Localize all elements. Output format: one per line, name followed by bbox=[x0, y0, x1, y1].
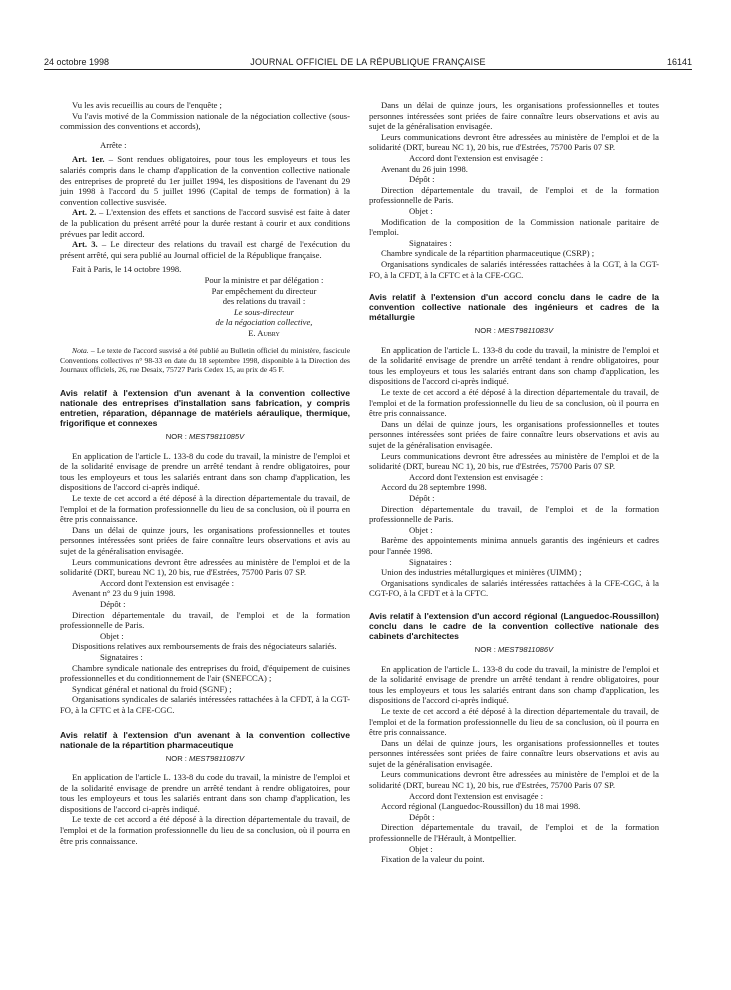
paragraph: Dans un délai de quinze jours, les organisations professionnelles et toutes personnes intéressées sont priées de faire connaître leurs observations et avis au sujet de la généralisation envisagée. bbox=[369, 737, 659, 769]
paragraph: Dans un délai de quinze jours, les organisations professionnelles et toutes personnes intéressées sont priées de faire connaître leurs observations et avis au sujet de la généralisation envisagée. bbox=[369, 100, 659, 132]
signature-line: Pour la ministre et par délégation : bbox=[204, 274, 324, 285]
article-text: – Sont rendues obligatoires, pour tous les employeurs et tous les salariés compris dans le champ d'application de la convention collective nationale des entreprises de propreté du 1er juillet 1994, les dispositions de l'avenant du 29 juin 1998 à l'accord du 5 juillet 1996 (Capital de temps de formation) à la convention collective susvisée. bbox=[60, 154, 350, 207]
paragraph: Leurs communications devront être adressées au ministère de l'emploi et de la solidarité (DRT, bureau NC 1), 20 bis, rue d'Estrées, 75700 Paris 07 SP. bbox=[369, 769, 659, 791]
fait-a-paris: Fait à Paris, le 14 octobre 1998. bbox=[72, 264, 182, 275]
paragraph: Le texte de cet accord a été déposé à la direction départementale du travail, de l'emploi et de la formation professionnelle du lieu de sa conclusion, où il pourra en être pris connaissance. bbox=[369, 387, 659, 419]
paragraph: Vu les avis recueillis au cours de l'enquête ; bbox=[72, 100, 222, 110]
avis-heading: Avis relatif à l'extension d'un accord régional (Languedoc-Roussillon) conclu dans le cadre de la convention collective nationale des cabinets d'architectes bbox=[369, 610, 659, 641]
paragraph: En application de l'article L. 133-8 du code du travail, la ministre de l'emploi et de la solidarité envisage de prendre un arrêté tendant à rendre obligatoires, pour tous les employeurs et tous les salariés entrant dans son champ d'application, les dispositions de l'accord ci-après indiqué. bbox=[60, 772, 350, 814]
header-title: JOURNAL OFFICIEL DE LA RÉPUBLIQUE FRANÇAISE bbox=[250, 57, 486, 67]
objet-value: Fixation de la valeur du point. bbox=[381, 854, 485, 865]
paragraph: Le texte de cet accord a été déposé à la direction départementale du travail, de l'emploi et de la formation professionnelle du lieu de sa conclusion, où il pourra en être pris connaissance. bbox=[60, 814, 350, 846]
signature-line: Le sous-directeur bbox=[233, 306, 295, 317]
signature-line: de la négociation collective, bbox=[215, 317, 313, 328]
depot-label: Dépôt : bbox=[409, 811, 435, 822]
accord-value: Accord régional (Languedoc-Roussillon) du 18 mai 1998. bbox=[381, 801, 581, 812]
nor-line: NOR : MEST9811085V bbox=[165, 432, 245, 442]
objet-value: Modification de la composition de la Commission nationale paritaire de l'emploi. bbox=[369, 216, 659, 238]
paragraph: Leurs communications devront être adressées au ministère de l'emploi et de la solidarité (DRT, bureau NC 1), 20 bis, rue d'Estrées, 75700 Paris 07 SP. bbox=[60, 556, 350, 578]
right-column bbox=[369, 100, 659, 865]
signature-line: des relations du travail : bbox=[222, 296, 306, 307]
paragraph: Dans un délai de quinze jours, les organisations professionnelles et toutes personnes intéressées sont priées de faire connaître leurs observations et avis au sujet de la généralisation envisagée. bbox=[369, 418, 659, 451]
header-page-number: 16141 bbox=[666, 57, 692, 67]
objet-label: Objet : bbox=[100, 630, 124, 641]
signature-name: E. Aubry bbox=[248, 327, 280, 338]
depot-label: Dépôt : bbox=[409, 493, 435, 503]
objet-value: Dispositions relatives aux remboursements de frais des négociateurs salariés. bbox=[72, 641, 337, 652]
article-2 bbox=[60, 207, 350, 239]
nota-text: – Le texte de l'accord susvisé a été publié au Bulletin officiel du ministère, fascicule Conventions collectives n° 98-33 en date du 18 septembre 1998, disponible à la Direction des Journaux officiels, 26, rue Desaix, 75727 Paris Cedex 15, au prix de 45 F. bbox=[60, 346, 350, 374]
article-1 bbox=[60, 154, 350, 207]
signature-block bbox=[60, 275, 350, 339]
accord-label: Accord dont l'extension est envisagée : bbox=[409, 790, 543, 801]
paragraph: En application de l'article L. 133-8 du code du travail, la ministre de l'emploi et de la solidarité envisage de prendre un arrêté tendant à rendre obligatoires, pour tous les employeurs et tous les salariés entrant dans son champ d'application, les dispositions de l'accord ci-après indiqué. bbox=[60, 450, 350, 493]
arrete-label: Arrête : bbox=[100, 139, 127, 150]
accord-value: Accord du 28 septembre 1998. bbox=[381, 482, 487, 493]
article-text: – L'extension des effets et sanctions de l'accord susvisé est faite à dater de la publication du présent arrêté pour la durée restant à courir et aux conditions prévues par ledit accord. bbox=[60, 207, 350, 239]
depot-value: Direction départementale du travail, de l'emploi et de la formation professionnelle de Paris. bbox=[60, 609, 350, 631]
article-label: Art. 1er. bbox=[72, 154, 105, 165]
page-header bbox=[44, 57, 692, 70]
paragraph: Leurs communications devront être adressées au ministère de l'emploi et de la solidarité (DRT, bureau NC 1), 20 bis, rue d'Estrées, 75700 Paris 07 SP. bbox=[369, 450, 659, 472]
signataire: Syndicat général et national du froid (SGNF) ; bbox=[72, 683, 232, 694]
header-date: 24 octobre 1998 bbox=[44, 57, 110, 67]
depot-value: Direction départementale du travail, de l'emploi et de la formation professionnelle de l'Hérault, à Montpellier. bbox=[369, 822, 659, 844]
signataires-label: Signataires : bbox=[100, 651, 143, 662]
signataire: Organisations syndicales de salariés intéressées rattachées à la CFE-CGC, à la CGT-FO, à la CFDT et à la CFTC. bbox=[369, 577, 659, 599]
paragraph: Le texte de cet accord a été déposé à la direction départementale du travail, de l'emploi et de la formation professionnelle du lieu de sa conclusion, où il pourra en être pris connaissance. bbox=[369, 705, 659, 738]
paragraph: En application de l'article L. 133-8 du code du travail, la ministre de l'emploi et de la solidarité envisage de prendre un arrêté tendant à rendre obligatoires, pour tous les employeurs et tous les salariés entrant dans son champ d'application, les dispositions de l'accord ci-après indiqué. bbox=[369, 344, 659, 387]
objet-label: Objet : bbox=[409, 524, 433, 535]
objet-label: Objet : bbox=[409, 843, 433, 854]
nor-line: NOR : MEST9811087V bbox=[165, 753, 245, 763]
paragraph: En application de l'article L. 133-8 du code du travail, la ministre de l'emploi et de la solidarité envisage de prendre un arrêté tendant à rendre obligatoires, pour tous les employeurs et tous les salariés entrant dans son champ d'application, les dispositions de l'accord ci-après indiqué. bbox=[369, 663, 659, 706]
avis-heading: Avis relatif à l'extension d'un accord conclu dans le cadre de la convention collective nationale des ingénieurs et cadres de la métallurgie bbox=[369, 292, 659, 323]
depot-label: Dépôt : bbox=[409, 174, 435, 185]
signataire: Organisations syndicales de salariés intéressées rattachées à la CGT, à la CGT-FO, à la CFDT, à la CFTC et à la CFE-CGC. bbox=[369, 258, 659, 280]
depot-label: Dépôt : bbox=[100, 598, 126, 609]
depot-value: Direction départementale du travail, de l'emploi et de la formation professionnelle de Paris. bbox=[369, 184, 659, 206]
left-column bbox=[60, 100, 350, 846]
paragraph: Vu l'avis motivé de la Commission nationale de la négociation collective (sous-commission des conventions et accords), bbox=[60, 110, 350, 132]
signataire: Organisations syndicales de salariés intéressées rattachées à la CFDT, à la CGT-FO, à la CFTC et à la CFE-CGC. bbox=[60, 694, 350, 715]
accord-label: Accord dont l'extension est envisagée : bbox=[409, 152, 543, 163]
nor-line: NOR : MEST9811083V bbox=[474, 326, 554, 336]
objet-label: Objet : bbox=[409, 205, 433, 216]
paragraph: Leurs communications devront être adressées au ministère de l'emploi et de la solidarité (DRT, bureau NC 1), 20 bis, rue d'Estrées, 75700 Paris 07 SP. bbox=[369, 131, 659, 153]
signature-line: Par empêchement du directeur bbox=[211, 285, 317, 296]
signataire: Union des industries métallurgiques et minières (UIMM) ; bbox=[381, 567, 582, 578]
accord-value: Avenant n° 23 du 9 juin 1998. bbox=[72, 588, 176, 599]
paragraph: Le texte de cet accord a été déposé à la direction départementale du travail, de l'emploi et de la formation professionnelle du lieu de sa conclusion, où il pourra en être pris connaissance. bbox=[60, 493, 350, 525]
avis-heading: Avis relatif à l'extension d'un avenant à la convention collective nationale des entreprises d'installation sans fabrication, y compris entretien, réparation, dépannage de matériels aéraulique, thermique, frigorifique et connexes bbox=[60, 388, 350, 429]
signataire: Chambre syndicale nationale des entreprises du froid, d'équipement de cuisines professionnelles et du conditionnement de l'air (SNEFCCA) ; bbox=[60, 662, 350, 684]
signataire: Chambre syndicale de la répartition pharmaceutique (CSRP) ; bbox=[381, 248, 595, 259]
nota-label: Nota. bbox=[72, 346, 89, 356]
nota bbox=[60, 346, 350, 374]
avis-heading: Avis relatif à l'extension d'un avenant à la convention collective nationale de la répartition pharmaceutique bbox=[60, 729, 350, 750]
article-3 bbox=[60, 239, 350, 260]
article-text: – Le directeur des relations du travail est chargé de l'exécution du présent arrêté, qui sera publié au Journal officiel de la République française. bbox=[60, 239, 350, 260]
signataires-label: Signataires : bbox=[409, 237, 452, 248]
objet-value: Barème des appointements minima annuels garantis des ingénieurs et cadres pour l'année 1998. bbox=[369, 535, 659, 556]
article-label: Art. 3. bbox=[72, 239, 98, 250]
accord-label: Accord dont l'extension est envisagée : bbox=[100, 577, 234, 588]
accord-value: Avenant du 26 juin 1998. bbox=[381, 163, 468, 174]
accord-label: Accord dont l'extension est envisagée : bbox=[409, 471, 543, 482]
depot-value: Direction départementale du travail, de l'emploi et de la formation professionnelle de Paris. bbox=[369, 503, 659, 525]
nor-line: NOR : MEST9811086V bbox=[474, 644, 554, 654]
article-label: Art. 2. bbox=[72, 207, 97, 218]
signataires-label: Signataires : bbox=[409, 556, 452, 567]
paragraph: Dans un délai de quinze jours, les organisations professionnelles et toutes personnes intéressées sont priées de faire connaître leurs observations et avis au sujet de la généralisation envisagée. bbox=[60, 524, 350, 557]
